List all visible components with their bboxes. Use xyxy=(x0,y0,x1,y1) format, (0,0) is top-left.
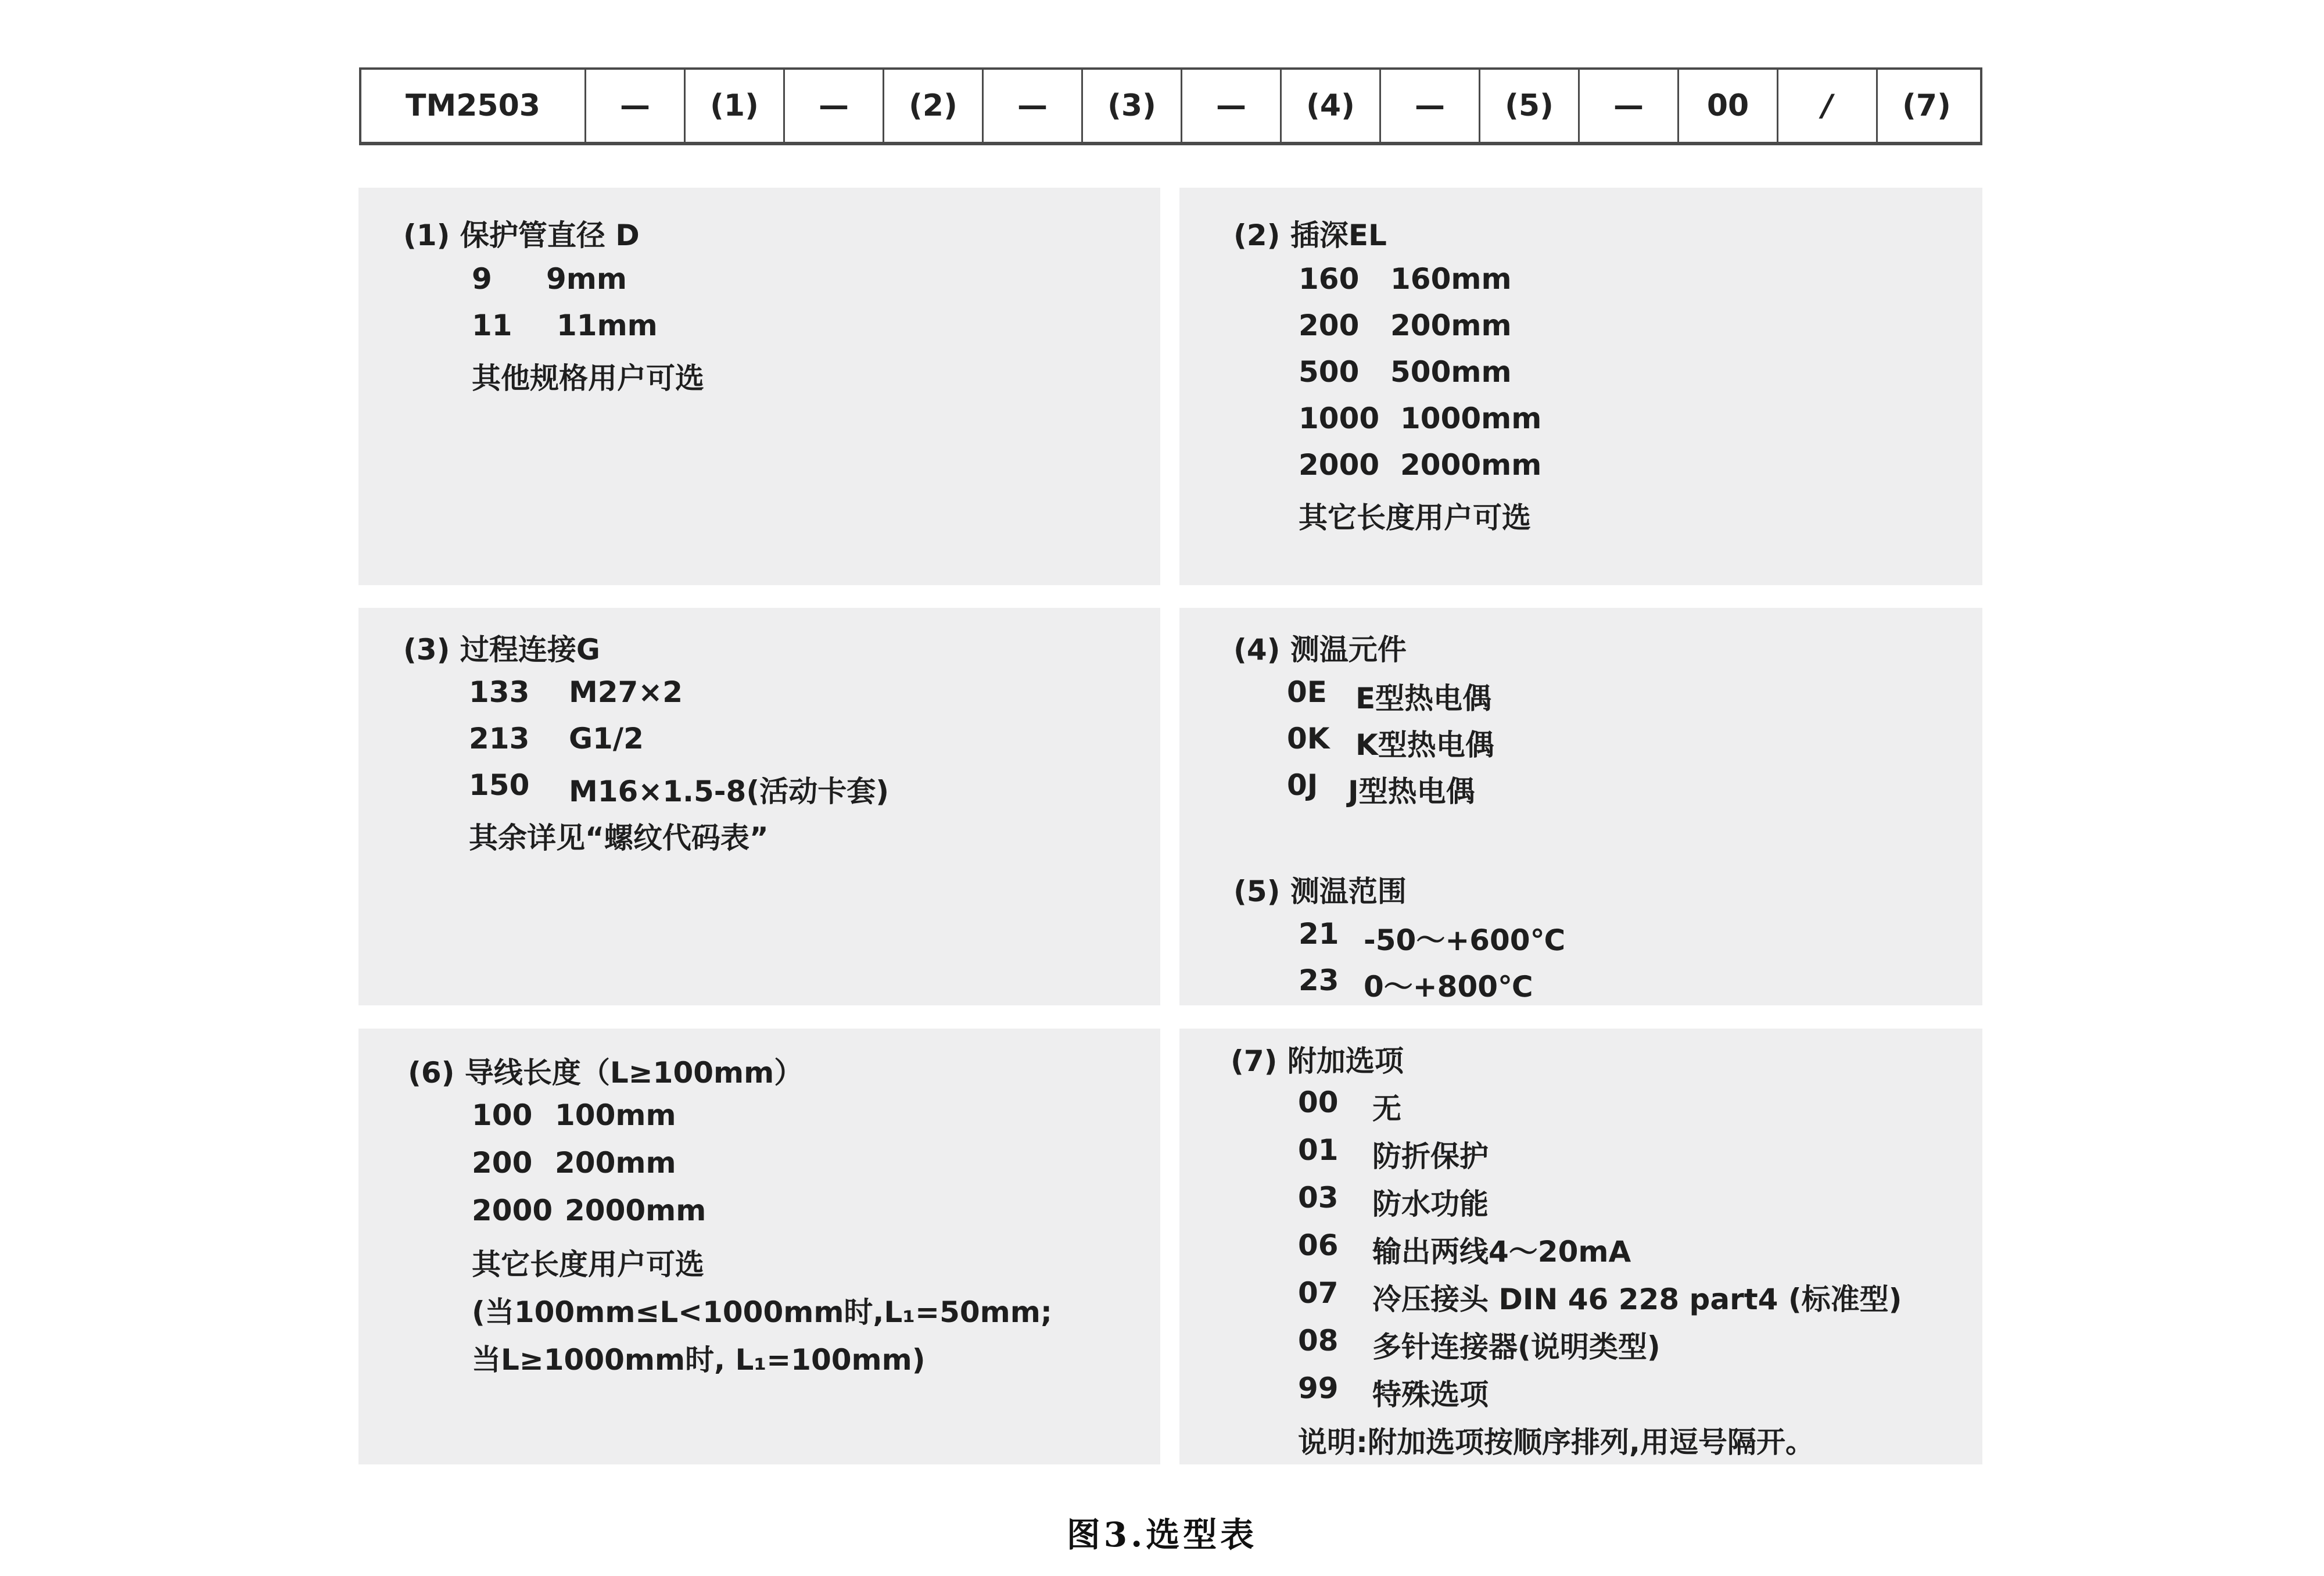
option-desc: G1/2 xyxy=(569,722,644,755)
panel-title: (7) 附加选项 xyxy=(1231,1044,1404,1078)
option-desc: 冷压接头 DIN 46 228 part4 (标准型) xyxy=(1372,1283,1902,1316)
option-code: 2000 xyxy=(1299,448,1380,482)
panel-insertion-depth xyxy=(1179,188,1982,585)
panel-note: 其它长度用户可选 xyxy=(472,1248,704,1281)
code-cell-option-4: (4) xyxy=(1280,70,1379,142)
panel-title: (6) 导线长度（L≥100mm） xyxy=(408,1056,804,1090)
option-desc: M16×1.5-8(活动卡套) xyxy=(569,775,890,808)
code-cell-separator: — xyxy=(1379,70,1479,142)
option-code: 21 xyxy=(1299,917,1339,951)
option-code: 01 xyxy=(1298,1133,1339,1167)
option-code: 23 xyxy=(1299,963,1339,997)
option-code: 0J xyxy=(1287,768,1318,802)
option-desc: 500mm xyxy=(1390,355,1512,389)
panel-note: 其他规格用户可选 xyxy=(472,361,704,395)
panel-title: (5) 测温范围 xyxy=(1233,875,1407,908)
code-cell-option-7: (7) xyxy=(1876,70,1975,142)
option-desc: K型热电偶 xyxy=(1355,728,1494,762)
code-cell-separator: — xyxy=(783,70,883,142)
figure-caption: 图3.选型表 xyxy=(1066,1515,1258,1554)
code-cell-option-5: (5) xyxy=(1479,70,1578,142)
code-cell-separator: — xyxy=(982,70,1081,142)
code-cell-separator: — xyxy=(584,70,684,142)
option-desc: 200mm xyxy=(555,1146,676,1180)
option-desc: 防折保护 xyxy=(1372,1140,1489,1173)
option-code: 06 xyxy=(1298,1228,1339,1262)
option-desc: 多针连接器(说明类型) xyxy=(1372,1330,1660,1364)
option-code: 1000 xyxy=(1299,402,1380,435)
option-desc: 无 xyxy=(1372,1092,1401,1126)
option-code: 0E xyxy=(1287,675,1327,709)
panel-note: 其它长度用户可选 xyxy=(1299,501,1531,535)
option-code: 150 xyxy=(469,768,530,802)
option-code: 500 xyxy=(1299,355,1360,389)
code-cell-option-6: 00 xyxy=(1677,70,1777,142)
option-code: 213 xyxy=(469,722,530,755)
code-cell-separator: — xyxy=(1578,70,1677,142)
option-code: 0K xyxy=(1287,722,1330,755)
option-desc: 160mm xyxy=(1390,262,1512,296)
option-code: 200 xyxy=(472,1146,533,1180)
option-desc: 输出两线4～20mA xyxy=(1372,1235,1631,1269)
option-desc: 2000mm xyxy=(565,1194,706,1227)
option-code: 00 xyxy=(1298,1086,1339,1119)
panel-note: (当100mm≤L<1000mm时,L₁=50mm; xyxy=(472,1295,1052,1329)
panel-note: 说明:附加选项按顺序排列,用逗号隔开。 xyxy=(1298,1425,1814,1459)
option-desc: 200mm xyxy=(1390,309,1512,342)
panel-title: (2) 插深EL xyxy=(1233,219,1387,252)
option-desc: J型热电偶 xyxy=(1348,775,1475,808)
option-desc: 特殊选项 xyxy=(1372,1378,1489,1412)
panel-title: (1) 保护管直径 D xyxy=(403,219,640,252)
panel-sensor-and-range xyxy=(1179,608,1982,1005)
option-code: 2000 xyxy=(472,1194,553,1227)
code-cell-option-2: (2) xyxy=(883,70,982,142)
option-code: 160 xyxy=(1299,262,1360,296)
code-cell-separator: — xyxy=(1181,70,1280,142)
option-desc: E型热电偶 xyxy=(1355,682,1492,715)
model-code-row xyxy=(359,67,1982,145)
panel-title: (3) 过程连接G xyxy=(403,633,600,667)
option-code: 100 xyxy=(472,1098,533,1132)
panel-title: (4) 测温元件 xyxy=(1233,633,1407,667)
panel-lead-length xyxy=(358,1029,1160,1464)
option-desc: 防水功能 xyxy=(1372,1187,1489,1221)
option-desc: M27×2 xyxy=(569,675,683,709)
panel-tube-diameter xyxy=(358,188,1160,585)
option-code: 9 xyxy=(472,262,492,296)
option-code: 99 xyxy=(1298,1371,1339,1405)
option-code: 08 xyxy=(1298,1324,1339,1357)
option-desc: -50～+600℃ xyxy=(1364,923,1566,957)
option-code: 200 xyxy=(1299,309,1360,342)
option-code: 03 xyxy=(1298,1181,1339,1215)
option-desc: 0～+800℃ xyxy=(1364,970,1533,1004)
option-desc: 1000mm xyxy=(1400,402,1542,435)
code-cell-option-1: (1) xyxy=(684,70,783,142)
option-code: 133 xyxy=(469,675,530,709)
panel-additional-options xyxy=(1179,1029,1982,1464)
panel-process-connection xyxy=(358,608,1160,1005)
option-desc: 9mm xyxy=(546,262,627,296)
option-desc: 100mm xyxy=(555,1098,676,1132)
panel-note: 当L≥1000mm时, L₁=100mm) xyxy=(472,1343,926,1377)
panel-note: 其余详见“螺纹代码表” xyxy=(469,821,769,855)
option-desc: 11mm xyxy=(557,309,658,342)
code-cell-slash: / xyxy=(1777,70,1876,142)
option-code: 07 xyxy=(1298,1276,1339,1310)
code-cell-model: TM2503 xyxy=(406,88,540,123)
option-desc: 2000mm xyxy=(1400,448,1542,482)
code-cell-option-3: (3) xyxy=(1081,70,1181,142)
option-code: 11 xyxy=(472,309,512,342)
